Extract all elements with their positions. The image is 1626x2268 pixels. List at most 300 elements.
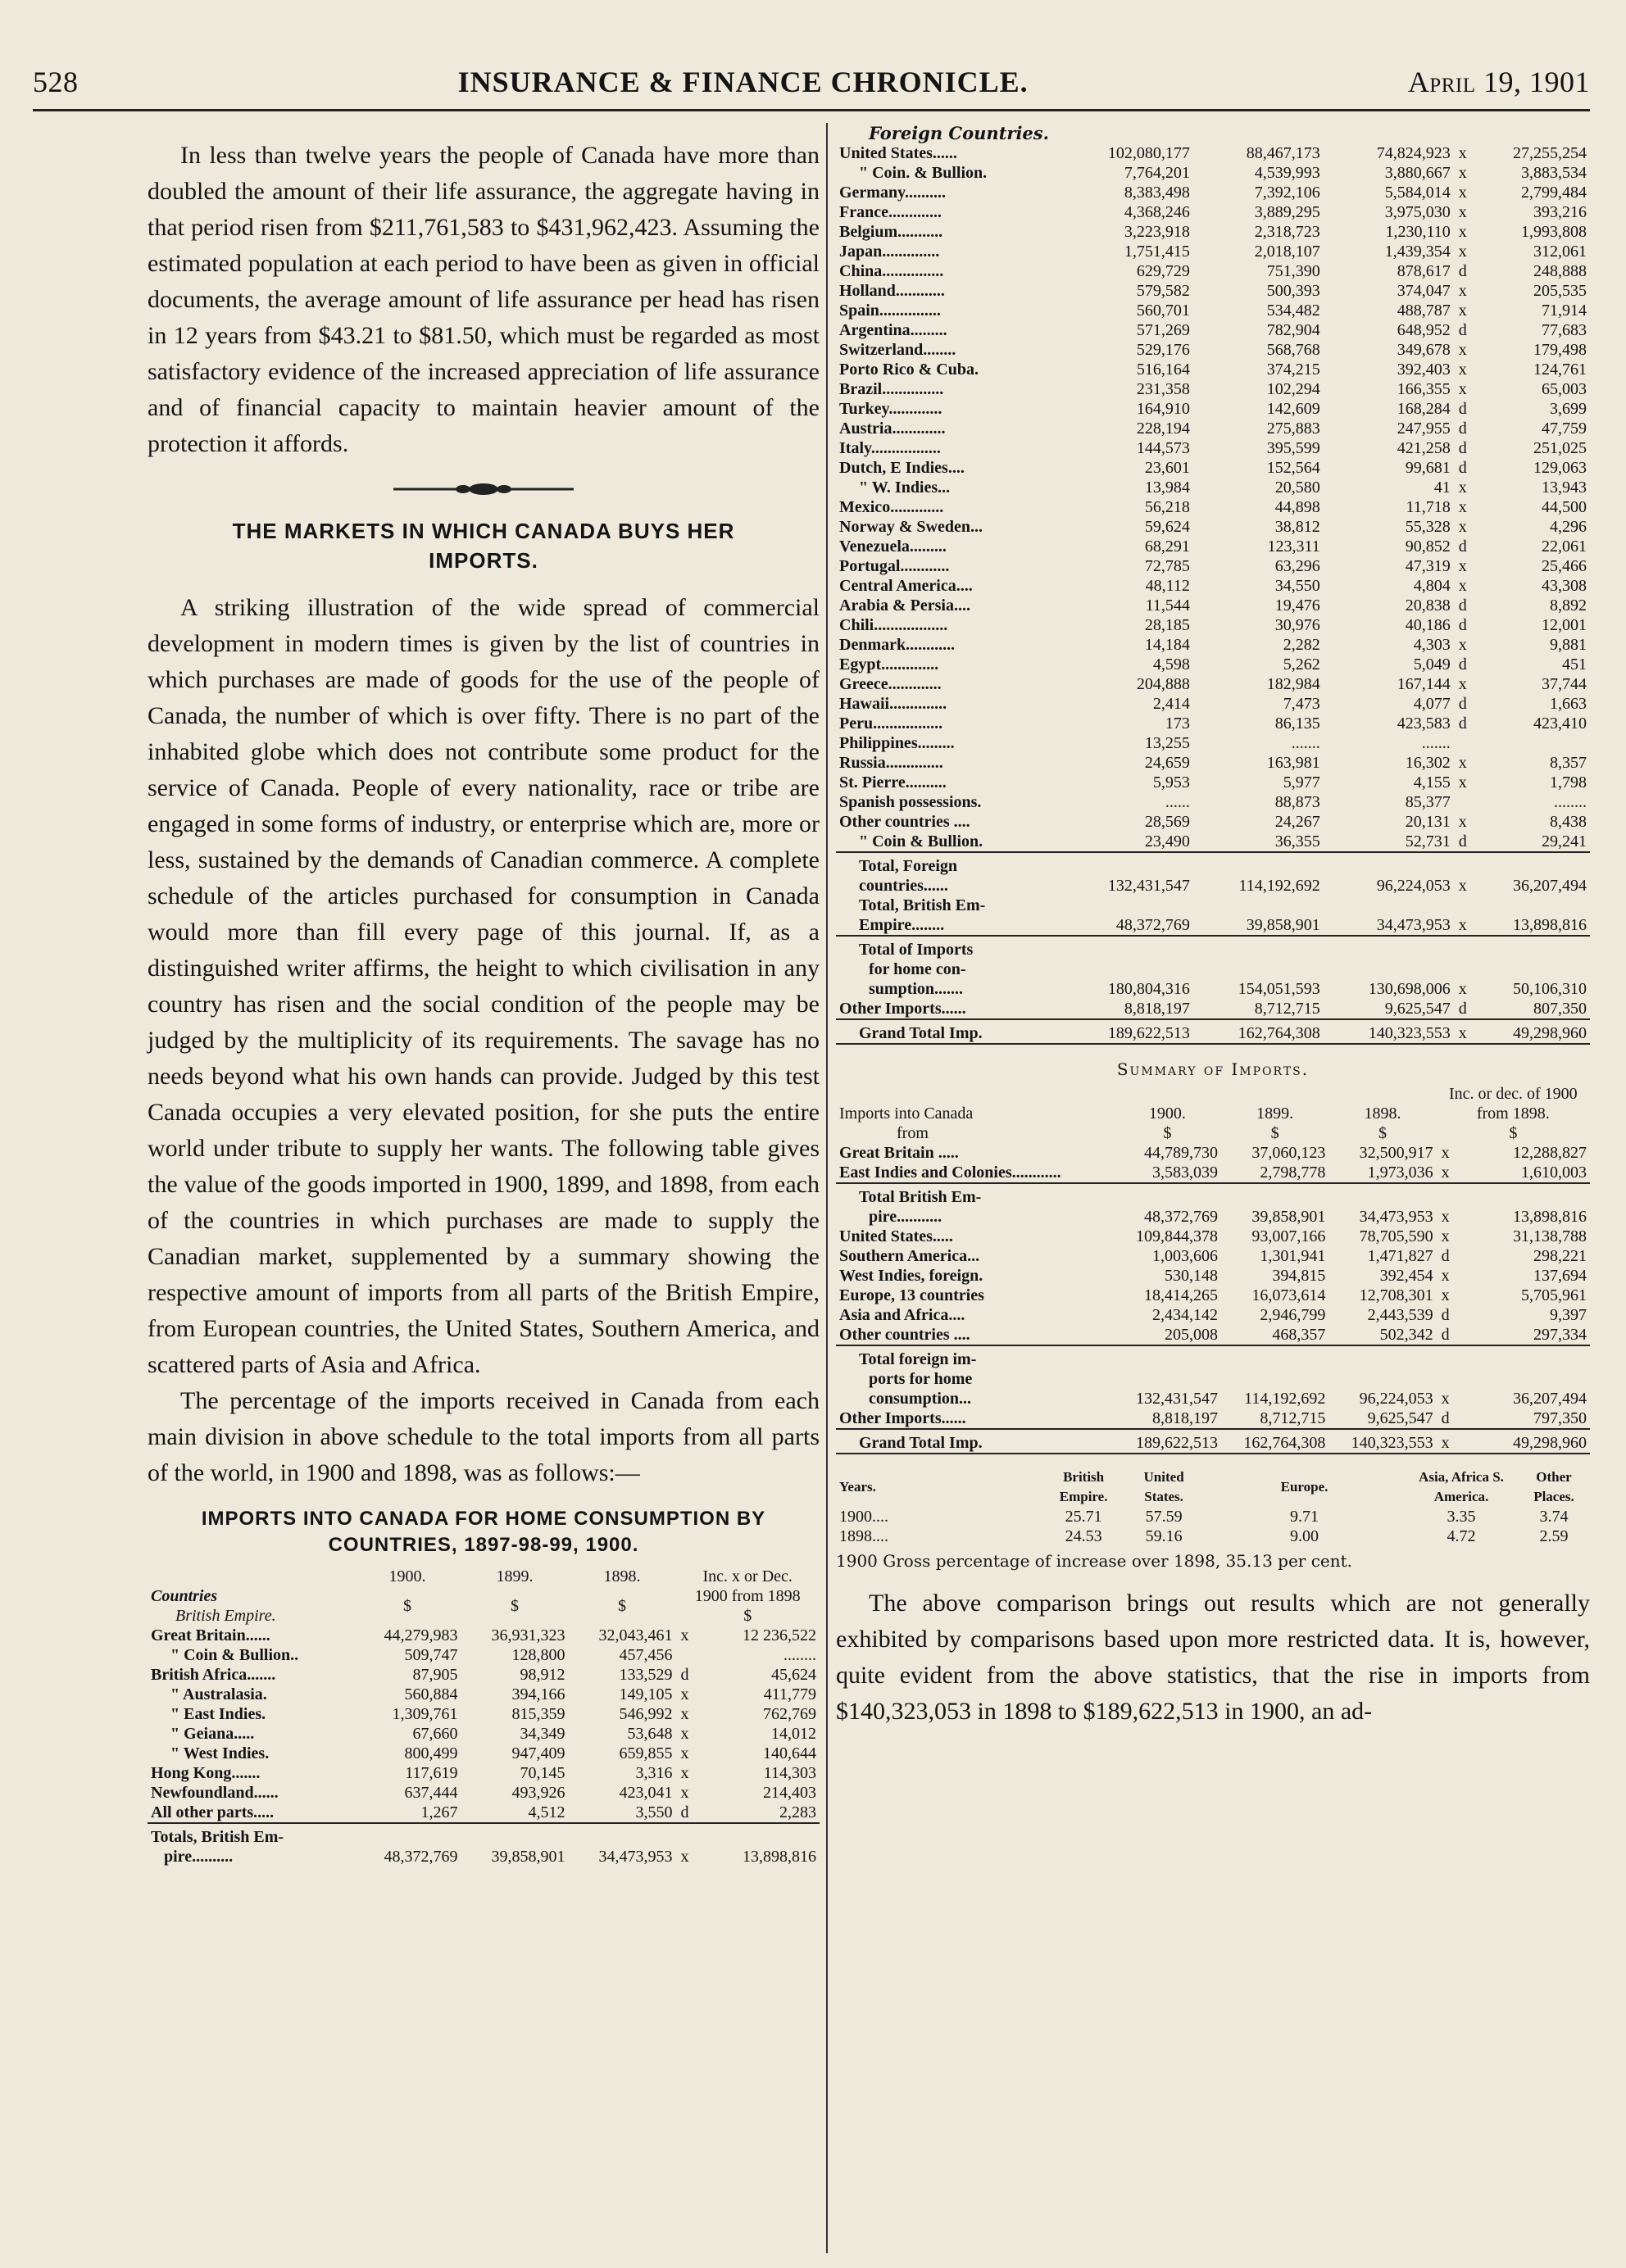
foreign-row: [836, 360, 1590, 379]
foreign-change-flag: x: [1458, 361, 1467, 379]
empire-name: " Australasia.: [170, 1685, 267, 1703]
foreign-change-flag: x: [1458, 498, 1467, 516]
foreign-value-1898: 648,952: [1397, 321, 1451, 339]
col-unit-1900: $: [402, 1597, 411, 1615]
foreign-value-1898: 247,955: [1397, 420, 1451, 438]
summary-empire-label-1: Total British Em-: [859, 1188, 982, 1206]
foreign-name: Other countries ....: [839, 813, 970, 831]
empire-sum-diff: 13,898,816: [1513, 916, 1587, 934]
foreign-name: Japan..............: [839, 243, 940, 261]
percentage-table: [836, 1467, 1590, 1546]
summary-row: [836, 1227, 1590, 1246]
empire-value-1899: 70,145: [520, 1764, 565, 1782]
empire-row: [148, 1685, 820, 1704]
foreign-change-value: 124,761: [1533, 361, 1587, 379]
col-unit-change-dollar: $: [743, 1607, 752, 1625]
foreign-value-1898: 3,880,667: [1384, 164, 1451, 182]
foreign-value-1899: 2,282: [1283, 636, 1320, 654]
empire-change-value: 140,644: [763, 1744, 816, 1762]
foreign-value-1899: 2,318,723: [1254, 223, 1320, 241]
summary-empire-1899: 39,858,901: [1251, 1208, 1326, 1226]
foreign-name: Mexico.............: [839, 498, 944, 516]
empire-change-value: 114,303: [763, 1764, 816, 1782]
foreign-name: Spain...............: [839, 302, 941, 320]
foreign-value-1899: 182,984: [1266, 675, 1320, 693]
foreign-change-flag: d: [1458, 420, 1467, 438]
foreign-value-1900: 204,888: [1136, 675, 1190, 693]
empire-value-1900: 1,309,761: [392, 1705, 458, 1723]
foreign-name: " W. Indies...: [859, 479, 951, 497]
foreign-row: [836, 438, 1590, 458]
foreign-change-flag: x: [1458, 243, 1467, 261]
foreign-value-1898: 99,681: [1405, 459, 1451, 477]
summary-other-1900: 8,818,197: [1152, 1409, 1219, 1427]
pct-header-other: Other Places.: [1533, 1469, 1574, 1504]
foreign-row: [836, 222, 1590, 242]
foreign-change-value: 47,759: [1542, 420, 1587, 438]
summary-name: Great Britain .....: [839, 1144, 959, 1162]
foreign-name: Porto Rico & Cuba.: [839, 361, 979, 379]
other-imports-diff: 807,350: [1533, 1000, 1587, 1018]
foreign-row: [836, 556, 1590, 576]
summary-value-1899: 394,815: [1272, 1267, 1326, 1285]
empire-value-1900: 67,660: [412, 1725, 458, 1743]
foreign-value-1900: 23,490: [1144, 832, 1190, 850]
pct-europe: 9.00: [1290, 1527, 1319, 1545]
foreign-value-1898: 878,617: [1397, 262, 1451, 280]
foreign-value-1900: 144,573: [1136, 439, 1190, 457]
summary-other-1899: 8,712,715: [1260, 1409, 1326, 1427]
foreign-name: Germany..........: [839, 184, 946, 202]
empire-value-1898: 423,041: [619, 1784, 673, 1802]
home-label-3: sumption.......: [869, 980, 964, 998]
summary-other-label: Other Imports......: [839, 1409, 966, 1427]
foreign-row: [836, 714, 1590, 733]
foreign-value-1900: 24,659: [1144, 754, 1190, 772]
foreign-row: [836, 242, 1590, 261]
foreign-change-value: 22,061: [1542, 538, 1587, 556]
foreign-row: [836, 694, 1590, 714]
foreign-change-value: 3,699: [1550, 400, 1587, 418]
col-header-change: Inc. x or Dec.: [702, 1567, 793, 1585]
foreign-value-1899: 782,904: [1266, 321, 1320, 339]
foreign-value-1900: 8,383,498: [1124, 184, 1190, 202]
foreign-change-value: 1,663: [1550, 695, 1587, 713]
foreign-value-1900: 68,291: [1144, 538, 1190, 556]
foreign-value-1900: 579,582: [1136, 282, 1190, 300]
foreign-row: [836, 615, 1590, 635]
foreign-value-1898: 166,355: [1397, 380, 1451, 398]
label-countries: Countries: [151, 1587, 218, 1605]
empire-total-label-2: pire..........: [164, 1848, 234, 1866]
col-unit-1899: $: [510, 1597, 519, 1615]
foreign-value-1899: 7,473: [1283, 695, 1320, 713]
foreign-value-1899: 500,393: [1266, 282, 1320, 300]
foreign-change-flag: x: [1458, 184, 1467, 202]
empire-value-1898: 32,043,461: [598, 1626, 673, 1644]
empire-value-1898: 53,648: [627, 1725, 673, 1743]
ornament-icon: [393, 482, 574, 497]
summary-change-value: 297,334: [1533, 1326, 1587, 1344]
pct-header-years: Years.: [839, 1479, 876, 1495]
empire-row: [148, 1665, 820, 1685]
empire-value-1899: 947,409: [511, 1744, 565, 1762]
home-1900: 180,804,316: [1107, 980, 1190, 998]
empire-change-flag: x: [680, 1784, 689, 1802]
foreign-value-1899: 5,977: [1283, 773, 1320, 792]
empire-value-1900: 560,884: [404, 1685, 458, 1703]
foreign-row: [836, 163, 1590, 183]
grand-total-diff: 49,298,960: [1513, 1024, 1587, 1042]
summary-change-flag: x: [1441, 1144, 1450, 1162]
foreign-change-value: 27,255,254: [1513, 144, 1587, 162]
foreign-change-flag: x: [1458, 577, 1467, 595]
empire-row: [148, 1724, 820, 1744]
empire-sum-label-2: Empire........: [859, 916, 945, 934]
foreign-row: [836, 517, 1590, 537]
summary-value-1898: 502,342: [1379, 1326, 1433, 1344]
summary-empire-1900: 48,372,769: [1144, 1208, 1219, 1226]
foreign-change-flag: x: [1458, 144, 1467, 162]
foreign-value-1899: .......: [1291, 734, 1320, 752]
foreign-value-1898: 4,155: [1413, 773, 1451, 792]
foreign-value-1900: 4,598: [1152, 655, 1190, 674]
foreign-row: [836, 143, 1590, 163]
summary-grand-1899: 162,764,308: [1243, 1434, 1326, 1452]
pct-year: 1898....: [839, 1527, 888, 1545]
foreign-value-1898: 4,804: [1413, 577, 1451, 595]
foreign-value-1899: 102,294: [1266, 380, 1320, 398]
empire-change-value: 45,624: [771, 1666, 816, 1684]
other-imports-1900: 8,818,197: [1124, 1000, 1190, 1018]
summary-empire-label-2: pire...........: [869, 1208, 942, 1226]
foreign-value-1899: 7,392,106: [1254, 184, 1320, 202]
paragraph-markets: A striking illustration of the wide spread of commercial development in modern times is given by the list of countries in which purchases are made of goods for the use of the people of Canada, the number of which is over fifty. There is no part of the inhabited globe which does not contribute some product for the service of Canada. People of every nationality, race or tribe are engaged in some forms of industry, or enterprise which are, more or less, sustained by the demands of Canadian commerce. A complete schedule of the articles purchased for consumption in Canada would more than fill every page of this journal. If, as a distinguished writer affirms, the height to which civilisation in any country has risen and the social condition of the people may be judged by the multiplicity of its requirements. The savage has no needs beyond what his own hands can provide. Judged by this test Canada occupies a very elevated position, for she puts the entire world under tribute to supply her wants. The following table gives the value of the goods imported in 1900, 1899, and 1898, from each of the countries in which purchases are made to supply the Canadian market, supplemented by a summary showing the respective amount of imports from all parts of the British Empire, from European countries, the United States, Southern America, and scattered parts of Asia and Africa.: [148, 594, 820, 1378]
foreign-value-1898: 85,377: [1405, 793, 1451, 811]
foreign-row: [836, 458, 1590, 478]
foreign-name: St. Pierre..........: [839, 773, 947, 792]
pct-header-us: United States.: [1143, 1469, 1184, 1504]
foreign-change-value: 251,025: [1533, 439, 1587, 457]
summary-foreign-1899: 114,192,692: [1244, 1390, 1326, 1408]
foreign-value-1899: 88,873: [1274, 793, 1320, 811]
summary-grand-1900: 189,622,513: [1136, 1434, 1219, 1452]
empire-value-1900: 800,499: [404, 1744, 458, 1762]
empire-value-1899: 394,166: [511, 1685, 565, 1703]
home-label-2: for home con-: [869, 960, 966, 978]
empire-change-value: ........: [783, 1646, 816, 1664]
summary-row: [836, 1143, 1590, 1163]
foreign-value-1900: 13,255: [1144, 734, 1190, 752]
summary-row: [836, 1246, 1590, 1266]
summary-row: [836, 1163, 1590, 1183]
summary-col-1898-label: 1898.: [1364, 1105, 1401, 1123]
pct-header-europe: Europe.: [1280, 1479, 1329, 1495]
foreign-value-1900: 59,624: [1144, 518, 1190, 536]
foreign-change-flag: x: [1458, 164, 1467, 182]
summary-row: [836, 1286, 1590, 1305]
foreign-change-value: 9,881: [1550, 636, 1587, 654]
foreign-value-1899: 534,482: [1266, 302, 1320, 320]
empire-value-1899: 4,512: [528, 1803, 565, 1821]
foreign-change-flag: d: [1458, 262, 1467, 280]
summary-value-1900: 109,844,378: [1136, 1227, 1219, 1245]
summary-other-diff: 797,350: [1533, 1409, 1587, 1427]
foreign-change-value: 29,241: [1542, 832, 1587, 850]
summary-empire-diff: 13,898,816: [1513, 1208, 1587, 1226]
summary-name: Other countries ....: [839, 1326, 970, 1344]
summary-value-1898: 32,500,917: [1359, 1144, 1433, 1162]
pct-header-british: British Empire.: [1059, 1469, 1108, 1504]
foreign-change-flag: d: [1458, 538, 1467, 556]
foreign-change-flag: [1454, 733, 1472, 753]
empire-value-1899: 36,931,323: [491, 1626, 565, 1644]
empire-value-1899: 128,800: [511, 1646, 565, 1664]
summary-value-1899: 468,357: [1272, 1326, 1326, 1344]
empire-row: [148, 1744, 820, 1763]
foreign-change-flag: d: [1458, 616, 1467, 634]
foreign-value-1898: 392,403: [1397, 361, 1451, 379]
empire-value-1899: 493,926: [511, 1784, 565, 1802]
summary-grand-1898: 140,323,553: [1351, 1434, 1433, 1452]
foreign-change-value: 205,535: [1533, 282, 1587, 300]
foreign-value-1899: 20,580: [1274, 479, 1320, 497]
foreign-value-1898: 374,047: [1397, 282, 1451, 300]
foreign-name: Russia..............: [839, 754, 943, 772]
foreign-change-flag: x: [1458, 203, 1467, 221]
foreign-value-1900: ......: [1165, 793, 1190, 811]
foreign-value-1898: 488,787: [1397, 302, 1451, 320]
summary-head-label-2: from: [897, 1124, 929, 1142]
empire-change-flag: x: [680, 1685, 689, 1703]
summary-value-1899: 1,301,941: [1260, 1247, 1326, 1265]
summary-change-flag: x: [1441, 1286, 1450, 1304]
foreign-value-1900: 5,953: [1152, 773, 1190, 792]
foreign-name: " Coin. & Bullion.: [859, 164, 988, 182]
foreign-change-value: 43,308: [1542, 577, 1587, 595]
empire-total-label-1: Totals, British Em-: [151, 1828, 284, 1846]
table-title: IMPORTS INTO CANADA FOR HOME CONSUMPTION BY COUNTRIES, 1897-98-99, 1900.: [201, 1508, 766, 1556]
col-unit-change: [675, 1586, 820, 1626]
foreign-row: [836, 635, 1590, 655]
foreign-change-value: 65,003: [1542, 380, 1587, 398]
summary-other-1898: 9,625,547: [1367, 1409, 1433, 1427]
pct-row: [836, 1526, 1590, 1546]
summary-change-flag: d: [1441, 1247, 1450, 1265]
foreign-change-value: 71,914: [1542, 302, 1587, 320]
empire-sum-1900: 48,372,769: [1115, 916, 1190, 934]
summary-value-1898: 78,705,590: [1359, 1227, 1433, 1245]
col-unit-1898: $: [617, 1597, 626, 1615]
foreign-row: [836, 301, 1590, 320]
summary-table: [836, 1084, 1590, 1458]
summary-name: East Indies and Colonies............: [839, 1163, 1061, 1182]
foreign-name: Philippines.........: [839, 734, 955, 752]
summary-value-1898: 12,708,301: [1359, 1286, 1433, 1304]
home-1898: 130,698,006: [1368, 980, 1451, 998]
foreign-row: [836, 320, 1590, 340]
foreign-change-flag: x: [1458, 675, 1467, 693]
foreign-value-1899: 44,898: [1274, 498, 1320, 516]
summary-col-1899-label: 1899.: [1256, 1105, 1294, 1123]
foreign-row: [836, 183, 1590, 202]
summary-col-change: [1437, 1084, 1590, 1143]
column-divider: [826, 123, 828, 2253]
foreign-value-1900: 3,223,918: [1124, 223, 1190, 241]
closing-paragraph: The above comparison brings out results which are not generally exhibited by comparisons based upon more restricted data. It is, however, quite evident from the above statistics, that the rise in imports from $140,323,053 in 1898 to $189,622,513 in 1900, an ad-: [836, 1590, 1590, 1725]
foreign-value-1900: 173: [1165, 714, 1190, 733]
empire-total-1898: 34,473,953: [598, 1848, 673, 1866]
summary-foreign-label-3: consumption...: [869, 1390, 972, 1408]
foreign-change-value: 77,683: [1542, 321, 1587, 339]
empire-change-flag: d: [680, 1803, 689, 1821]
foreign-name: Argentina.........: [839, 321, 947, 339]
empire-value-1900: 87,905: [412, 1666, 458, 1684]
foreign-change-value: 13,943: [1542, 479, 1587, 497]
foreign-row: [836, 497, 1590, 517]
foreign-value-1899: 4,539,993: [1254, 164, 1320, 182]
foreign-imports-table: [836, 143, 1590, 1048]
pct-other: 2.59: [1539, 1527, 1569, 1545]
empire-value-1899: 34,349: [520, 1725, 565, 1743]
foreign-value-1900: 7,764,201: [1124, 164, 1190, 182]
pct-row: [836, 1507, 1590, 1526]
foreign-value-1900: 14,184: [1144, 636, 1190, 654]
foreign-value-1899: 24,267: [1274, 813, 1320, 831]
intro-paragraph: In less than twelve years the people of Canada have more than doubled the amount of their life assurance, the aggregate having in that period risen from $211,761,583 to $431,962,423. Assuming the estimated population at each period to have been as given in official documents, the average amount of life assurance per head has risen in 12 years from $43.21 to $81.50, which must be regarded as most satisfactory evidence of the increased appreciation of life assurance and of financial capacity to maintain heavier amount of the protection it affords.: [148, 142, 820, 457]
foreign-value-1899: 395,599: [1266, 439, 1320, 457]
foreign-row: [836, 419, 1590, 438]
summary-name: United States.....: [839, 1227, 953, 1245]
pct-british: 24.53: [1065, 1527, 1102, 1545]
foreign-row: [836, 202, 1590, 222]
foreign-name: Turkey.............: [839, 400, 942, 418]
foreign-row: [836, 281, 1590, 301]
foreign-change-flag: [1454, 792, 1472, 812]
foreign-value-1898: 20,838: [1405, 596, 1451, 615]
summary-foreign-diff: 36,207,494: [1513, 1390, 1587, 1408]
grand-total-1900: 189,622,513: [1107, 1024, 1190, 1042]
foreign-value-1898: 16,302: [1405, 754, 1451, 772]
empire-value-1898: 457,456: [619, 1646, 673, 1664]
pct-europe: 9.71: [1290, 1508, 1319, 1526]
foreign-change-value: 4,296: [1550, 518, 1587, 536]
summary-row: [836, 1305, 1590, 1325]
summary-name: Europe, 13 countries: [839, 1286, 984, 1304]
empire-name: " West Indies.: [170, 1744, 270, 1762]
grand-total-flag: x: [1458, 1024, 1467, 1042]
foreign-value-1900: 11,544: [1145, 596, 1190, 615]
summary-name: Southern America...: [839, 1247, 980, 1265]
summary-value-1898: 392,454: [1379, 1267, 1433, 1285]
summary-change-value: 1,610,003: [1521, 1163, 1587, 1182]
summary-change-flag: x: [1441, 1163, 1450, 1182]
foreign-value-1899: 3,889,295: [1254, 203, 1320, 221]
foreign-name: Egypt..............: [839, 655, 939, 674]
summary-value-1899: 2,946,799: [1260, 1306, 1326, 1324]
foreign-row: [836, 537, 1590, 556]
foreign-row: [836, 792, 1590, 812]
empire-value-1898: 3,550: [635, 1803, 673, 1821]
foreign-value-1898: 5,584,014: [1384, 184, 1451, 202]
foreign-value-1898: 1,439,354: [1384, 243, 1451, 261]
empire-name: Hong Kong.......: [151, 1764, 261, 1782]
foreign-value-1900: 28,185: [1144, 616, 1190, 634]
foreign-value-1900: 72,785: [1144, 557, 1190, 575]
foreign-change-flag: x: [1458, 773, 1467, 792]
foreign-value-1900: 231,358: [1136, 380, 1190, 398]
foreign-change-flag: x: [1458, 223, 1467, 241]
empire-value-1898: 149,105: [619, 1685, 673, 1703]
foreign-name: Greece.............: [839, 675, 942, 693]
foreign-row: [836, 832, 1590, 852]
foreign-change-flag: x: [1458, 282, 1467, 300]
summary-value-1900: 2,434,142: [1152, 1306, 1219, 1324]
foreign-name: Italy.................: [839, 439, 941, 457]
summary-change-value: 137,694: [1533, 1267, 1587, 1285]
summary-col-change-label: Inc. or dec. of 1900 from 1898.: [1449, 1085, 1578, 1123]
foreign-total-1898: 96,224,053: [1376, 877, 1451, 895]
empire-value-1900: 509,747: [404, 1646, 458, 1664]
foreign-total-label-1: Total, Foreign: [859, 857, 958, 875]
section-title: THE MARKETS IN WHICH CANADA BUYS HER IMPORTS.: [232, 519, 735, 573]
summary-name: West Indies, foreign.: [839, 1267, 983, 1285]
foreign-row: [836, 340, 1590, 360]
foreign-value-1898: .......: [1421, 734, 1451, 752]
foreign-value-1899: 86,135: [1274, 714, 1320, 733]
summary-change-value: 5,705,961: [1521, 1286, 1587, 1304]
empire-change-value: 411,779: [763, 1685, 816, 1703]
foreign-value-1898: 20,131: [1405, 813, 1451, 831]
foreign-change-value: 25,466: [1542, 557, 1587, 575]
empire-name: " Coin & Bullion..: [170, 1646, 299, 1664]
empire-change-flag: x: [680, 1705, 689, 1723]
foreign-value-1899: 63,296: [1274, 557, 1320, 575]
foreign-value-1898: 1,230,110: [1385, 223, 1451, 241]
foreign-change-flag: x: [1458, 813, 1467, 831]
foreign-change-flag: x: [1458, 518, 1467, 536]
summary-col-1898: [1329, 1084, 1436, 1143]
foreign-value-1900: 56,218: [1144, 498, 1190, 516]
foreign-value-1899: 142,609: [1266, 400, 1320, 418]
foreign-name: Holland............: [839, 282, 945, 300]
foreign-change-flag: d: [1458, 459, 1467, 477]
foreign-value-1900: 571,269: [1136, 321, 1190, 339]
ornament-divider: [148, 482, 820, 497]
foreign-name: Portugal............: [839, 557, 950, 575]
pct-us: 59.16: [1145, 1527, 1183, 1545]
foreign-value-1900: 2,414: [1152, 695, 1190, 713]
foreign-value-1898: 74,824,923: [1376, 144, 1451, 162]
foreign-change-value: 2,799,484: [1521, 184, 1587, 202]
foreign-change-value: 37,744: [1542, 675, 1587, 693]
foreign-value-1900: 164,910: [1136, 400, 1190, 418]
pct-header-asia: Asia, Africa S. America.: [1419, 1469, 1504, 1504]
summary-change-value: 9,397: [1550, 1306, 1587, 1324]
foreign-change-flag: d: [1458, 714, 1467, 733]
empire-imports-table: [148, 1567, 820, 1867]
foreign-value-1900: 48,112: [1145, 577, 1190, 595]
home-label-1: Total of Imports: [859, 941, 974, 959]
foreign-change-value: 179,498: [1533, 341, 1587, 359]
pct-other: 3.74: [1539, 1508, 1569, 1526]
grand-total-label: Grand Total Imp.: [859, 1024, 983, 1042]
empire-value-1899: 815,359: [511, 1705, 565, 1723]
summary-foreign-label-1: Total foreign im-: [859, 1350, 977, 1368]
empire-change-flag: x: [680, 1626, 689, 1644]
foreign-change-flag: d: [1458, 321, 1467, 339]
foreign-change-value: 8,892: [1550, 596, 1587, 615]
